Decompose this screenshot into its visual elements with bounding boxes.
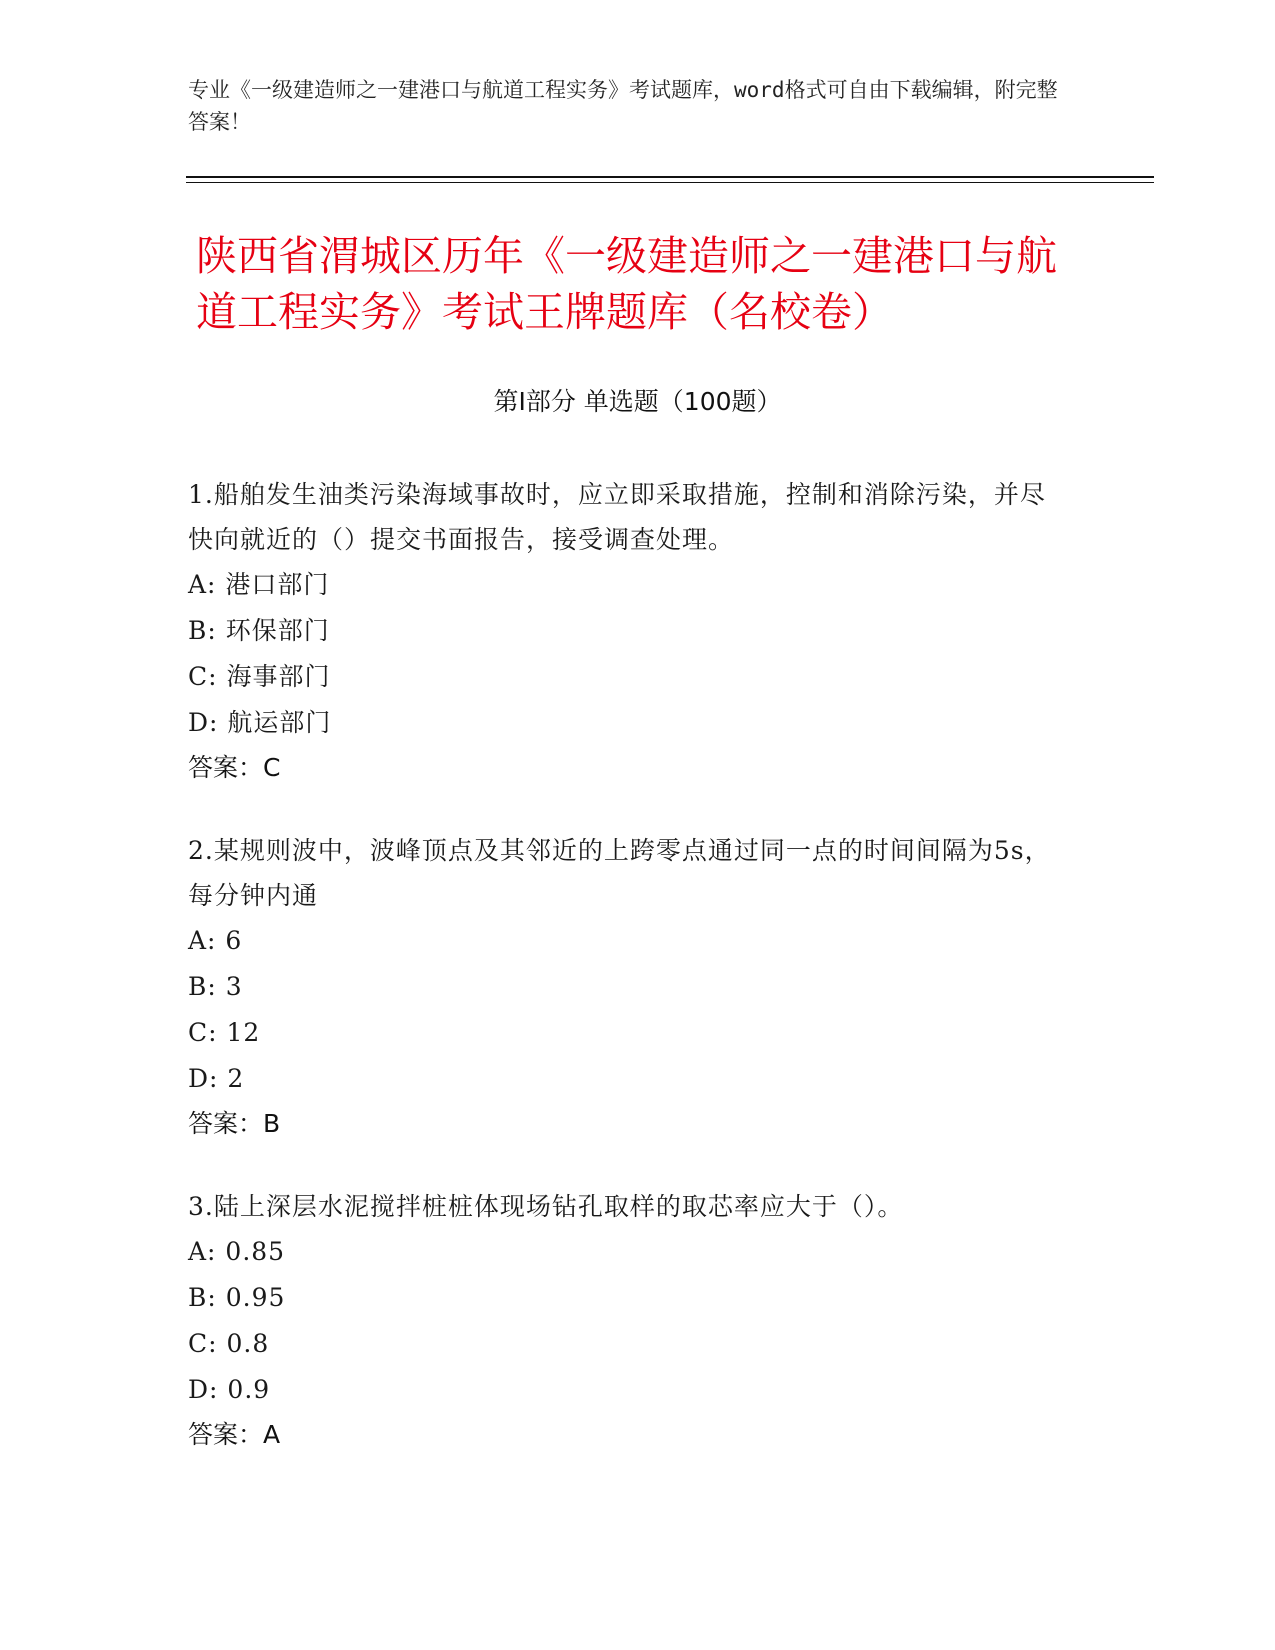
option-b: B: 0.95 bbox=[188, 1283, 286, 1312]
question-list bbox=[188, 472, 1068, 1495]
option-c: C: 12 bbox=[188, 1018, 261, 1047]
option-c: C: 0.8 bbox=[188, 1329, 270, 1358]
question-1 bbox=[188, 472, 1068, 790]
question-2 bbox=[188, 828, 1068, 1146]
option-d: D: 航运部门 bbox=[188, 708, 332, 737]
header-divider-thin bbox=[186, 182, 1154, 183]
option-d: D: 0.9 bbox=[188, 1375, 271, 1404]
option-a: A: 港口部门 bbox=[188, 570, 330, 599]
answer: 答案：B bbox=[188, 1109, 281, 1138]
option-d: D: 2 bbox=[188, 1064, 245, 1093]
option-c: C: 海事部门 bbox=[188, 662, 331, 691]
document-title: 陕西省渭城区历年《一级建造师之一建港口与航道工程实务》考试王牌题库（名校卷） bbox=[196, 232, 1057, 336]
answer: 答案：C bbox=[188, 753, 281, 782]
option-b: B: 3 bbox=[188, 972, 243, 1001]
section-title: 第Ⅰ部分 单选题（100题） bbox=[493, 387, 782, 416]
question-3 bbox=[188, 1184, 1068, 1457]
answer: 答案：A bbox=[188, 1420, 281, 1449]
question-stem: 3.陆上深层水泥搅拌桩桩体现场钻孔取样的取芯率应大于（）。 bbox=[188, 1192, 904, 1221]
header-divider-thick bbox=[186, 176, 1154, 178]
question-stem: 1.船舶发生油类污染海域事故时，应立即采取措施，控制和消除污染，并尽快向就近的（）提交书面报告，接受调查处理。 bbox=[188, 480, 1046, 554]
header-note: 专业《一级建造师之一建港口与航道工程实务》考试题库，word格式可自由下载编辑，附完整答案！ bbox=[188, 78, 1058, 134]
option-a: A: 6 bbox=[188, 926, 243, 955]
option-b: B: 环保部门 bbox=[188, 616, 330, 645]
question-stem: 2.某规则波中，波峰顶点及其邻近的上跨零点通过同一点的时间间隔为5s，每分钟内通 bbox=[188, 836, 1051, 910]
option-a: A: 0.85 bbox=[188, 1237, 286, 1266]
